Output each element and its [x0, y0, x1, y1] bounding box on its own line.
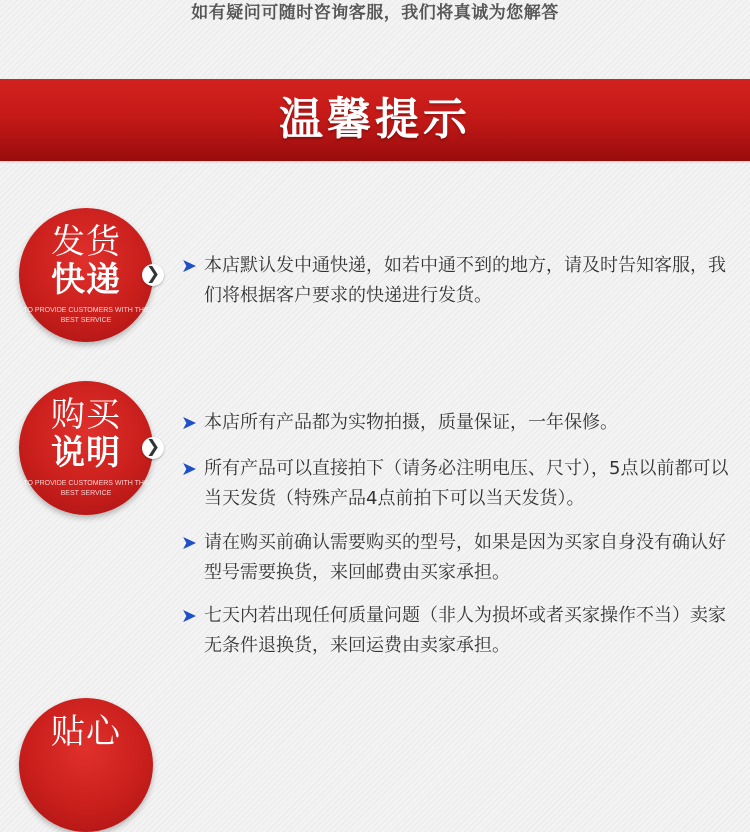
badge-title-line1: 发货	[51, 222, 121, 262]
badge-title-line2: 快递	[51, 260, 121, 300]
list-item	[181, 408, 741, 438]
badge-title-line2: 说明	[51, 433, 121, 473]
arrow-bullet-icon: ➤	[181, 532, 197, 554]
list-item-text: 本店所有产品都为实物拍摄，质量保证，一年保修。	[204, 412, 618, 433]
top-note: 如有疑问可随时咨询客服，我们将真诚为您解答	[191, 3, 559, 23]
section-badge-purchase	[19, 381, 161, 515]
badge-title-line1: 贴心	[51, 712, 121, 752]
arrow-bullet-icon: ➤	[181, 458, 197, 480]
arrow-bullet-icon: ➤	[181, 255, 197, 277]
list-item	[181, 528, 741, 588]
chevron-right-icon: ❯	[142, 264, 164, 286]
badge-subtitle: TO PROVIDE CUSTOMERS WITH THE BEST SERVICE	[23, 307, 149, 324]
section-badge-care	[19, 698, 153, 832]
list-item	[181, 251, 741, 311]
badge-subtitle: TO PROVIDE CUSTOMERS WITH THE BEST SERVICE	[23, 480, 149, 497]
list-item-text: 本店默认发中通快递，如若中通不到的地方，请及时告知客服，我们将根据客户要求的快递进行发货。	[204, 255, 726, 306]
list-item-text: 所有产品可以直接拍下（请务必注明电压、尺寸），5点以前都可以当天发货（特殊产品4点前拍下可以当天发货）。	[204, 458, 729, 509]
banner-title: 温馨提示	[279, 94, 471, 145]
badge-title-line1: 购买	[51, 395, 121, 435]
list-item-text: 请在购买前确认需要购买的型号，如果是因为买家自身没有确认好型号需要换货，来回邮费由买家承担。	[204, 532, 726, 583]
arrow-bullet-icon: ➤	[181, 605, 197, 627]
section-badge-shipping	[19, 208, 161, 342]
chevron-right-icon: ❯	[142, 437, 164, 459]
list-item	[181, 454, 741, 514]
banner	[0, 79, 750, 161]
list-item	[181, 601, 741, 661]
arrow-bullet-icon: ➤	[181, 412, 197, 434]
list-item-text: 七天内若出现任何质量问题（非人为损坏或者买家操作不当）卖家无条件退换货，来回运费由卖家承担。	[204, 605, 726, 656]
